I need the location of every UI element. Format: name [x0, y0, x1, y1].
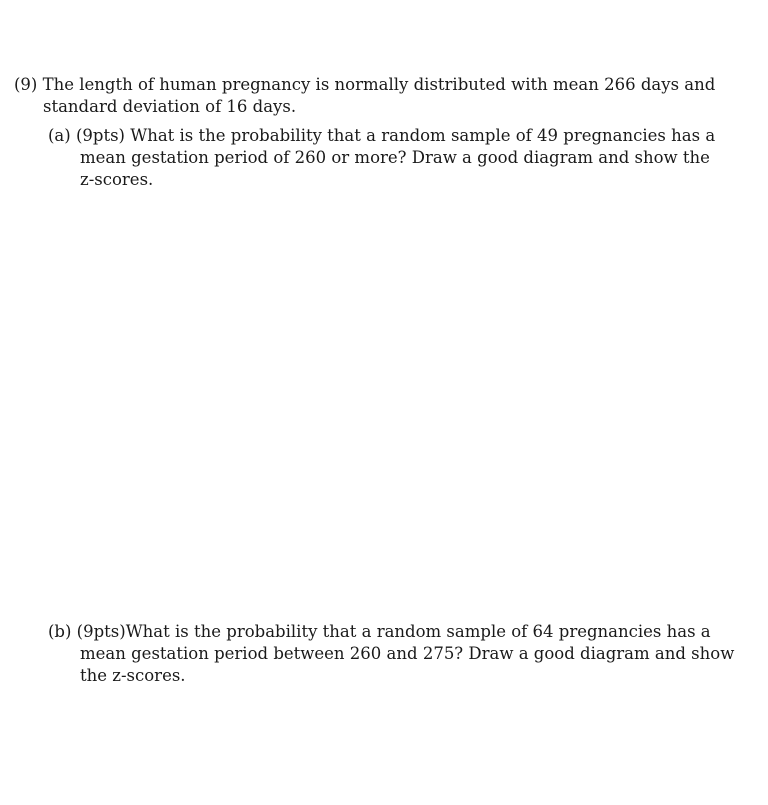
problem-9 [14, 74, 716, 118]
part-b-line-1: (b) (9pts)What is the probability that a random sample of 64 pregnancies has a [48, 622, 711, 641]
part-b-line-2: mean gestation period between 260 and 275? Draw a good diagram and show [80, 644, 735, 663]
problem-statement-line-1: (9) The length of human pregnancy is normally distributed with mean 266 days and [14, 75, 716, 94]
part-a-line-2: mean gestation period of 260 or more? Draw a good diagram and show the [80, 148, 710, 167]
part-a [48, 125, 716, 191]
part-a-line-1: (a) (9pts) What is the probability that a random sample of 49 pregnancies has a [48, 126, 716, 145]
problem-statement-line-2: standard deviation of 16 days. [43, 97, 297, 116]
part-b-line-3: the z-scores. [80, 666, 186, 685]
part-a-line-3: z-scores. [80, 170, 154, 189]
part-b [48, 621, 735, 687]
